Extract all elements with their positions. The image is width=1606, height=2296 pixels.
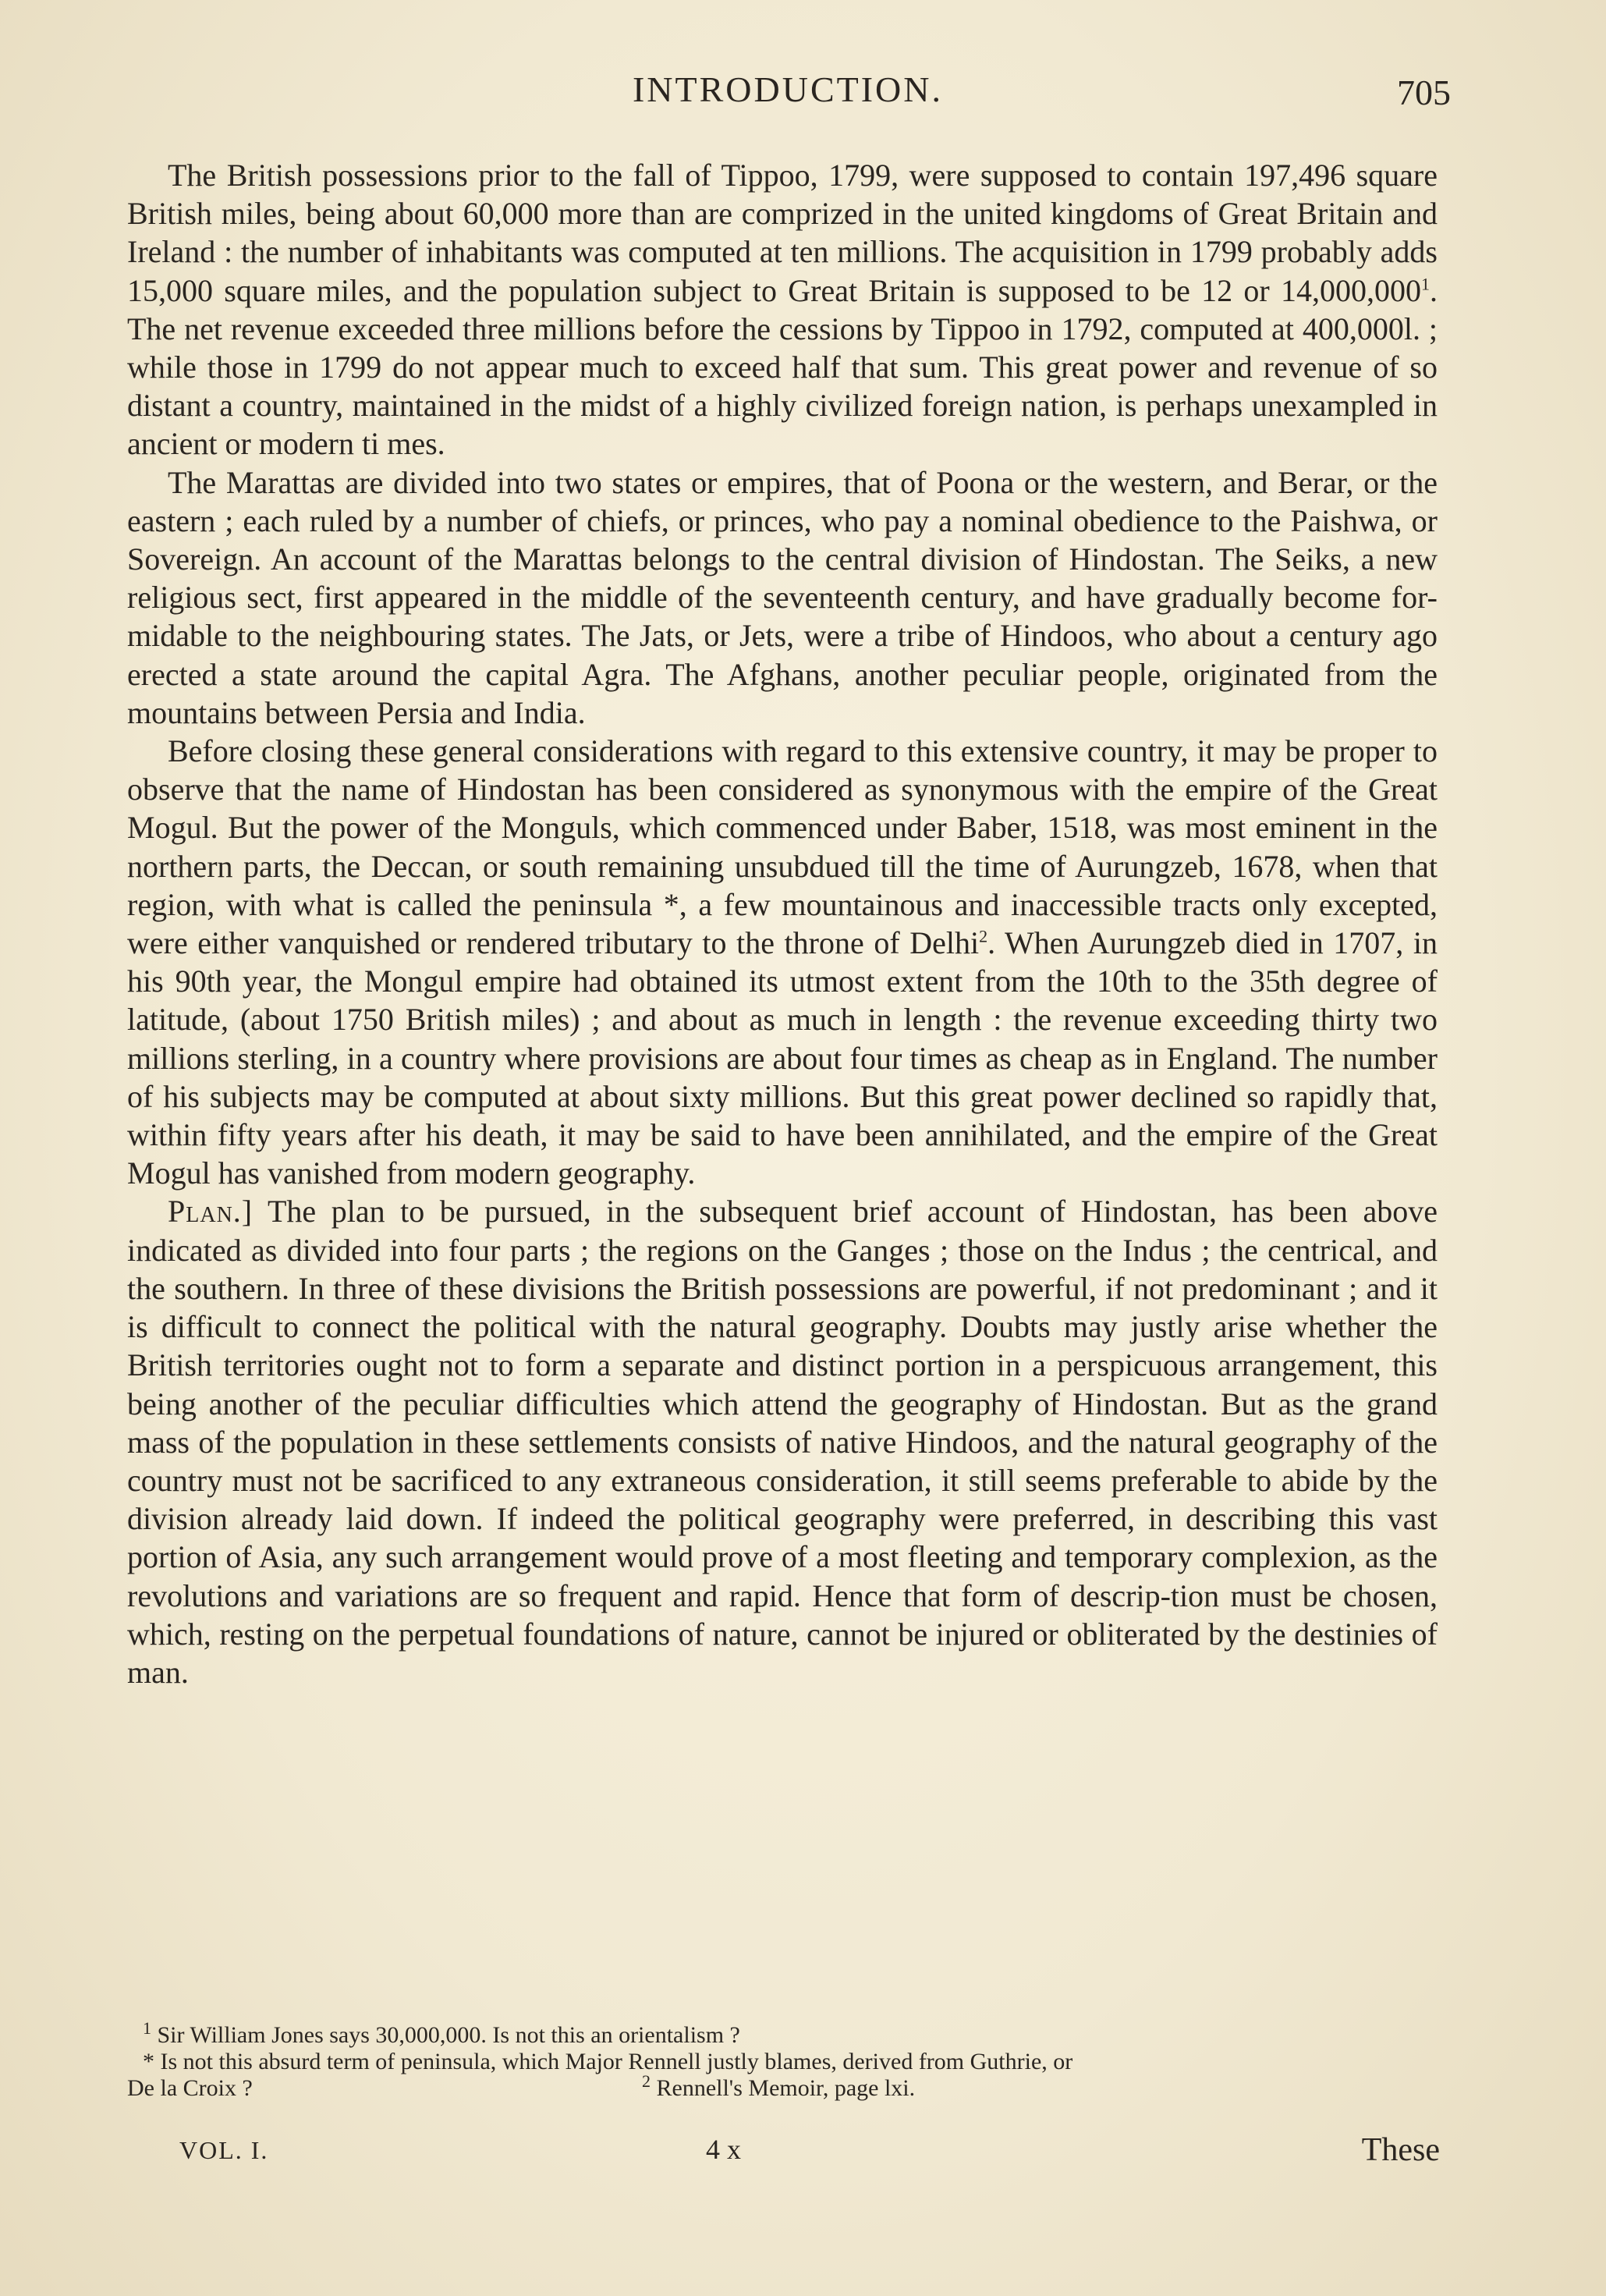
text-run: . When Aurungzeb died in 1707, in his 90th year, the Mongul empire had obtained its utmost extent from the 10th to the 35th degree of latitude, (about 1750 British miles) ; and about as much in length : the revenue exceeding thirty two millions sterling, in a country where provisions are about four times as cheap as in England. The number of his subjects may be computed at about sixty millions. But this great power declined so rapidly that, within fifty years after his death, it may be said to have been annihilated, and the empire of the Great Mogul has vanished from modern geography. xyxy=(127,925,1438,1191)
footnotes xyxy=(127,2018,1438,2102)
paragraph xyxy=(127,732,1438,1192)
body-text xyxy=(127,156,1438,1691)
page-header xyxy=(125,69,1451,123)
footnote-reference: 1 xyxy=(1421,274,1430,294)
footnote-continuation: De la Croix ? xyxy=(127,2075,253,2101)
running-title: INTRODUCTION. xyxy=(632,69,943,109)
footnote-text: Is not this absurd term of peninsula, which Major Rennell justly blames, derived from Guthrie, or xyxy=(160,2049,1073,2074)
paragraph xyxy=(127,1192,1438,1691)
footnote-text: Sir William Jones says 30,000,000. Is not this an orientalism ? xyxy=(157,2022,740,2048)
volume-label: VOL. I. xyxy=(179,2136,269,2164)
page-footer xyxy=(125,2131,1440,2178)
paragraph xyxy=(127,156,1438,463)
footnote-row xyxy=(127,2071,1438,2102)
footnote-star xyxy=(127,2049,1438,2075)
footnote-marker: 2 xyxy=(642,2071,651,2091)
catchword: These xyxy=(1361,2132,1440,2168)
footnote-marker: 1 xyxy=(143,2018,151,2038)
footnote-reference: 2 xyxy=(979,926,988,946)
paragraph xyxy=(127,463,1438,732)
text-run: . The net revenue exceeded three millions before the cessions by Tippoo in 1792, computed at 400,000l. ; while those in 1799 do not appear much to exceed half that sum. This great power and revenue of so distant a country, maintained in the midst of a highly civilized foreign nation, is perhaps unexampled in ancient or modern ti mes. xyxy=(127,272,1438,462)
page-number: 705 xyxy=(1397,73,1451,112)
footnote-2 xyxy=(642,2071,916,2102)
text-run: Before closing these general considerations with regard to this extensive country, it may be proper to observe that the name of Hindostan has been considered as synonymous with the empire of the Great Mogul. But the power of the Monguls, which commenced under Baber, 1518, was most eminent in the northern parts, the Deccan, or south remaining unsubdued till the time of Aurungzeb, 1678, when that region, with what is called the peninsula *, a few mountainous and inaccessible tracts only excepted, were either vanquished or rendered tributary to the throne of Delhi xyxy=(127,733,1438,961)
footnote-1 xyxy=(127,2018,1438,2049)
text-run: The British possessions prior to the fall of Tippoo, 1799, were supposed to contain 197,496 square British miles, being about 60,000 more than are comprized in the united kingdoms of Great Britain and Ireland : the number of inhabitants was computed at ten millions. The acquisition in 1799 probably adds 15,000 square miles, and the population subject to Great Britain is supposed to be 12 or 14,000,000 xyxy=(127,158,1438,308)
footnote-marker: * xyxy=(143,2049,154,2074)
footnote-text: Rennell's Memoir, page lxi. xyxy=(656,2075,916,2101)
signature-mark: 4 x xyxy=(706,2134,741,2165)
text-run: The Marattas are divided into two states or empires, that of Poona or the western, and Berar, or the eastern ; each ruled by a number of chiefs, or princes, who pay a nominal obedience to the Paishwa, or Sovereign. An account of the Marattas belongs to the central division of Hindostan. The Seiks, a new religious sect, first appeared in the middle of the seventeenth century, and have gradually become for-midable to the neighbouring states. The Jats, or Jets, were a tribe of Hindoos, who about a century ago erected a state around the capital Agra. The Afghans, another peculiar people, originated from the mountains between Persia and India. xyxy=(127,464,1438,730)
text-run: The plan to be pursued, in the subsequent brief account of Hindostan, has been above indicated as divided into four parts ; the regions on the Ganges ; those on the Indus ; the centrical, and the southern. In three of these divisions the British possessions are powerful, if not predominant ; and it is difficult to connect the political with the natural geography. Doubts may justly arise whether the British territories ought not to form a separate and distinct portion in a perspicuous arrangement, this being another of the peculiar difficulties which attend the geography of Hindostan. But as the grand mass of the population in these settlements consists of native Hindoos, and the natural geography of the country must not be sacrificed to any extraneous consideration, it still seems preferable to abide by the division already laid down. If indeed the political geography were preferred, in describing this vast portion of Asia, any such arrangement would prove of a most fleeting and temporary complexion, as the revolutions and variations are so frequent and rapid. Hence that form of descrip-tion must be chosen, which, resting on the perpetual foundations of nature, cannot be injured or obliterated by the destinies of man. xyxy=(127,1194,1438,1690)
section-heading: Plan.] xyxy=(168,1194,253,1230)
